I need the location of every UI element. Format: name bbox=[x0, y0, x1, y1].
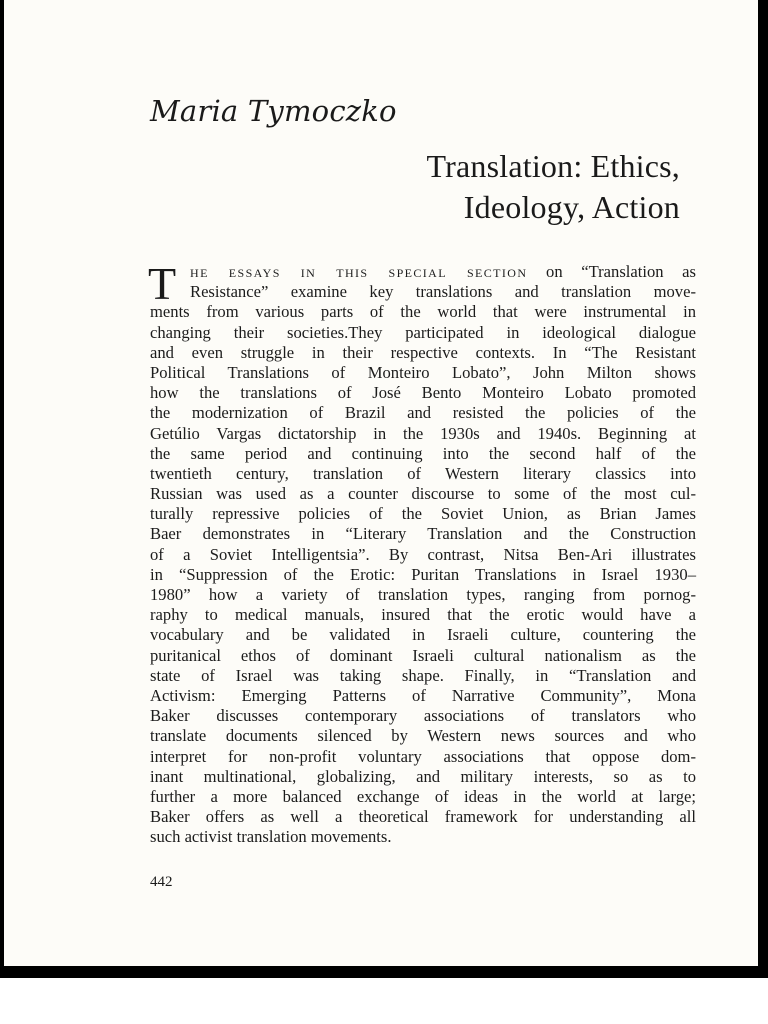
body-line: the same period and continuing into the second half of the bbox=[150, 443, 696, 463]
body-line: turally repressive policies of the Soviet Union, as Brian James bbox=[150, 504, 696, 524]
body-line: further a more balanced exchange of ideas in the world at large; bbox=[150, 786, 696, 806]
body-line: inant multinational, globalizing, and military interests, so as to bbox=[150, 766, 696, 786]
body-line: and even struggle in their respective contexts. In “The Resistant bbox=[150, 342, 696, 362]
opening-smallcaps: he essays in this special section bbox=[190, 262, 528, 281]
body-line: Political Translations of Monteiro Lobato”, John Milton shows bbox=[150, 362, 696, 382]
body-line: ments from various parts of the world that were instrumental in bbox=[150, 302, 696, 322]
body-line: Baker offers as well a theoretical framework for understanding all bbox=[150, 807, 696, 827]
body-line: changing their societies.They participated in ideological dialogue bbox=[150, 322, 696, 342]
page bbox=[4, 0, 758, 966]
body-line: state of Israel was taking shape. Finally, in “Translation and bbox=[150, 665, 696, 685]
opening-rest: on “Translation as bbox=[527, 262, 696, 281]
body-line: interpret for non-profit voluntary associations that oppose dom- bbox=[150, 746, 696, 766]
article-title-line-1: Translation: Ethics, bbox=[426, 148, 680, 184]
drop-cap: T bbox=[148, 258, 177, 309]
body-line: vocabulary and be validated in Israeli culture, countering the bbox=[150, 625, 696, 645]
body-line: puritanical ethos of dominant Israeli cultural nationalism as the bbox=[150, 645, 696, 665]
body-paragraph bbox=[148, 258, 696, 847]
body-line: such activist translation movements. bbox=[150, 827, 392, 847]
body-line: how the translations of José Bento Monteiro Lobato promoted bbox=[150, 383, 696, 403]
body-line: translate documents silenced by Western news sources and who bbox=[150, 726, 696, 746]
article-title-line-2: Ideology, Action bbox=[463, 189, 680, 225]
body-line: Activism: Emerging Patterns of Narrative Community”, Mona bbox=[150, 685, 696, 705]
body-line: raphy to medical manuals, insured that the erotic would have a bbox=[150, 605, 696, 625]
body-line bbox=[150, 262, 696, 282]
body-line: of a Soviet Intelligentsia”. By contrast, Nitsa Ben-Ari illustrates bbox=[150, 544, 696, 564]
body-line: twentieth century, translation of Western literary classics into bbox=[150, 463, 696, 483]
body-line: Russian was used as a counter discourse to some of the most cul- bbox=[150, 484, 696, 504]
author-name: Maria Tymoczko bbox=[150, 94, 397, 128]
body-line: 1980” how a variety of translation types, ranging from pornog- bbox=[150, 585, 696, 604]
scan-margin bbox=[0, 978, 768, 1024]
body-line: Resistance” examine key translations and translation move- bbox=[190, 282, 696, 302]
body-line: Getúlio Vargas dictatorship in the 1930s and 1940s. Beginning at bbox=[150, 423, 696, 443]
body-line: Baer demonstrates in “Literary Translation and the Construction bbox=[150, 524, 696, 544]
body-line: the modernization of Brazil and resisted the policies of the bbox=[150, 403, 696, 423]
page-number: 442 bbox=[150, 874, 173, 890]
body-line: Baker discusses contemporary associations of translators who bbox=[150, 706, 696, 726]
body-line: in “Suppression of the Erotic: Puritan Translations in Israel 1930– bbox=[150, 564, 696, 584]
